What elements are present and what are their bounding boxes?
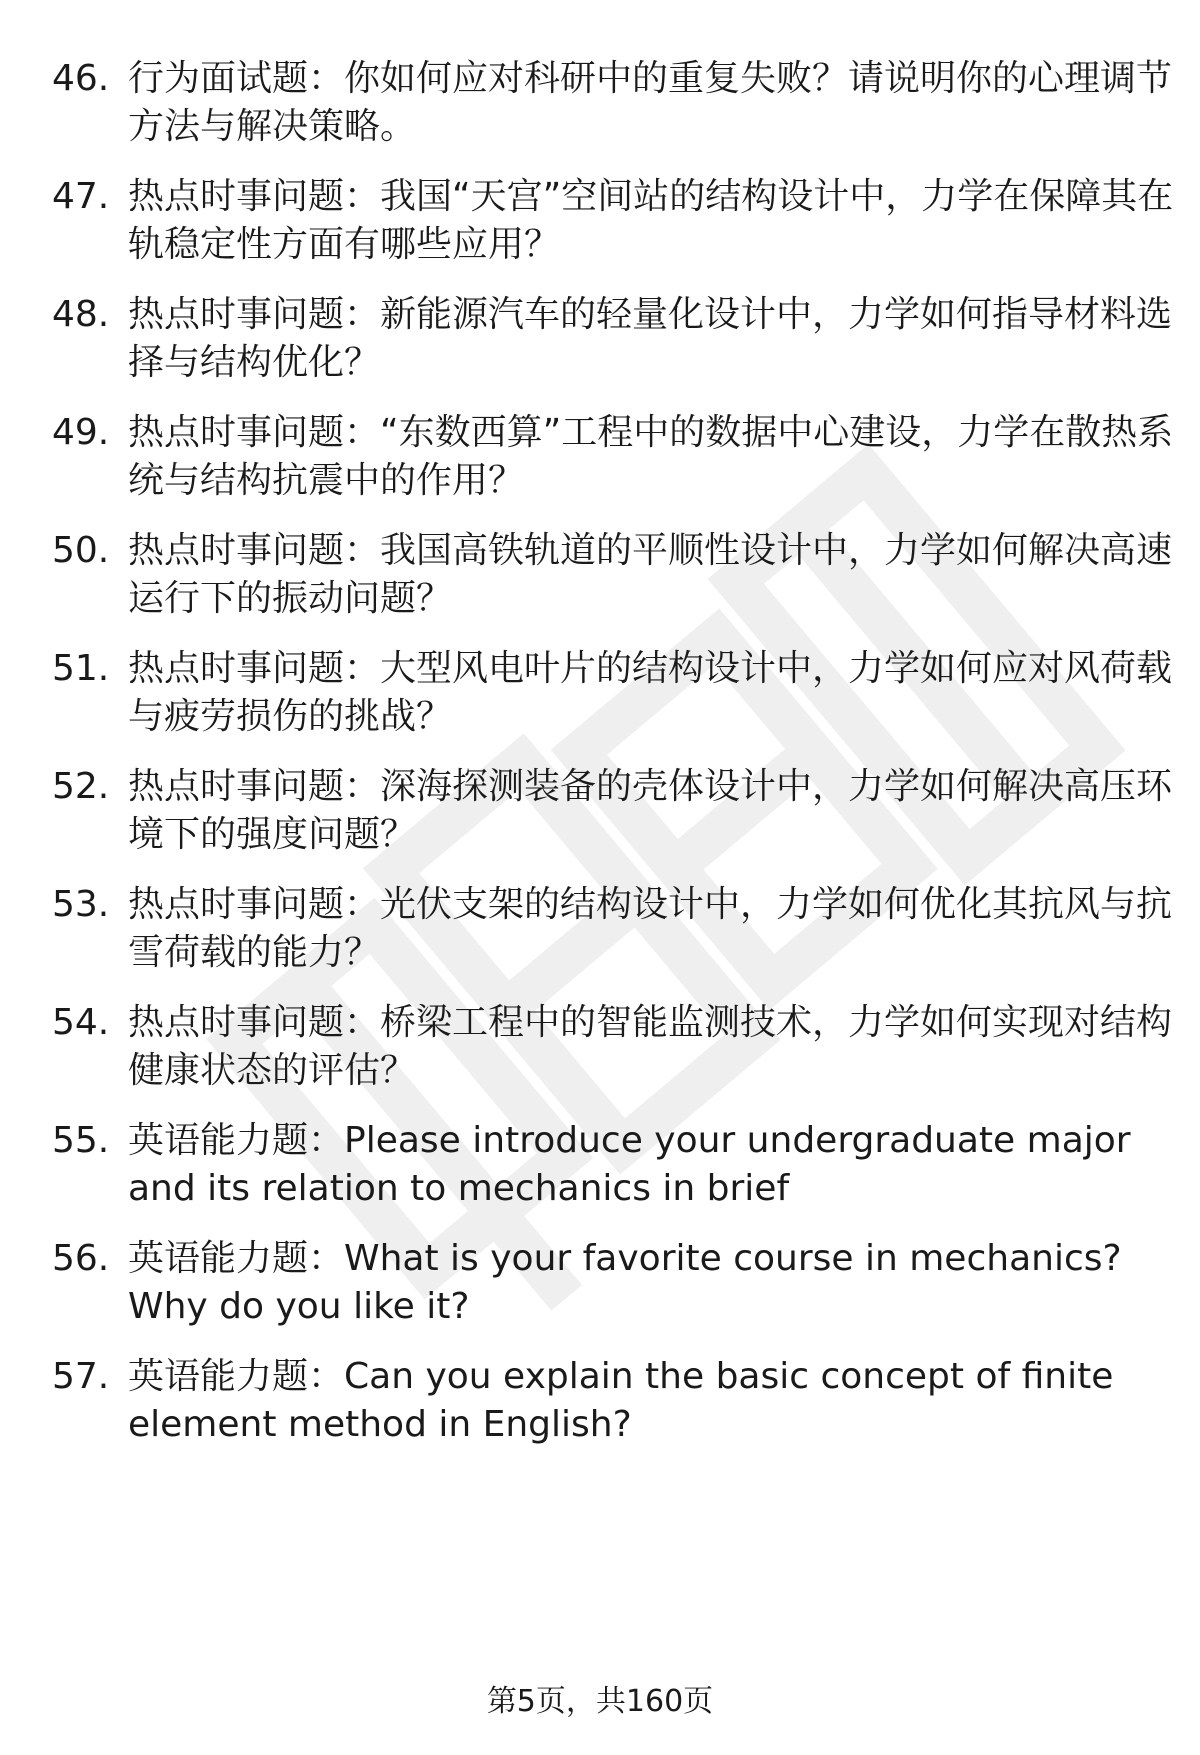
question-number: 54. bbox=[52, 1002, 110, 1043]
question-text: 热点时事问题：深海探测装备的壳体设计中，力学如何解决高压环境下的强度问题？ bbox=[128, 766, 1173, 855]
question-number: 51. bbox=[52, 648, 110, 689]
question-number: 48. bbox=[52, 294, 110, 335]
question-text: 热点时事问题：大型风电叶片的结构设计中，力学如何应对风荷载与疲劳损伤的挑战？ bbox=[128, 648, 1173, 737]
question-number: 49. bbox=[52, 412, 110, 453]
question-text: 热点时事问题：我国“天宫”空间站的结构设计中，力学在保障其在轨稳定性方面有哪些应用？ bbox=[128, 176, 1174, 265]
question-number: 47. bbox=[52, 176, 110, 217]
question-number: 55. bbox=[52, 1120, 110, 1161]
question-number: 46. bbox=[52, 58, 110, 99]
question-text: 热点时事问题：桥梁工程中的智能监测技术，力学如何实现对结构健康状态的评估？ bbox=[128, 1002, 1173, 1091]
question-text: 英语能力题：Can you explain the basic concept of finite element method in English? bbox=[128, 1356, 1114, 1445]
question-number: 52. bbox=[52, 766, 110, 807]
question-text: 热点时事问题：“东数西算”工程中的数据中心建设，力学在散热系统与结构抗震中的作用？ bbox=[128, 412, 1174, 501]
question-number: 53. bbox=[52, 884, 110, 925]
question-text: 热点时事问题：光伏支架的结构设计中，力学如何优化其抗风与抗雪荷载的能力？ bbox=[128, 884, 1173, 973]
page-footer: 第5页，共160页 bbox=[486, 1684, 714, 1719]
question-number: 56. bbox=[52, 1238, 110, 1279]
question-text: 热点时事问题：新能源汽车的轻量化设计中，力学如何指导材料选择与结构优化？ bbox=[128, 294, 1173, 383]
question-text: 英语能力题：What is your favorite course in mechanics? Why do you like it? bbox=[128, 1238, 1122, 1327]
question-text: 行为面试题：你如何应对科研中的重复失败？请说明你的心理调节方法与解决策略。 bbox=[128, 58, 1173, 147]
question-text: 热点时事问题：我国高铁轨道的平顺性设计中，力学如何解决高速运行下的振动问题？ bbox=[128, 530, 1173, 619]
question-text: 英语能力题：Please introduce your undergraduate major and its relation to mechanics in brief bbox=[128, 1120, 1131, 1209]
question-number: 50. bbox=[52, 530, 110, 571]
question-number: 57. bbox=[52, 1356, 110, 1397]
